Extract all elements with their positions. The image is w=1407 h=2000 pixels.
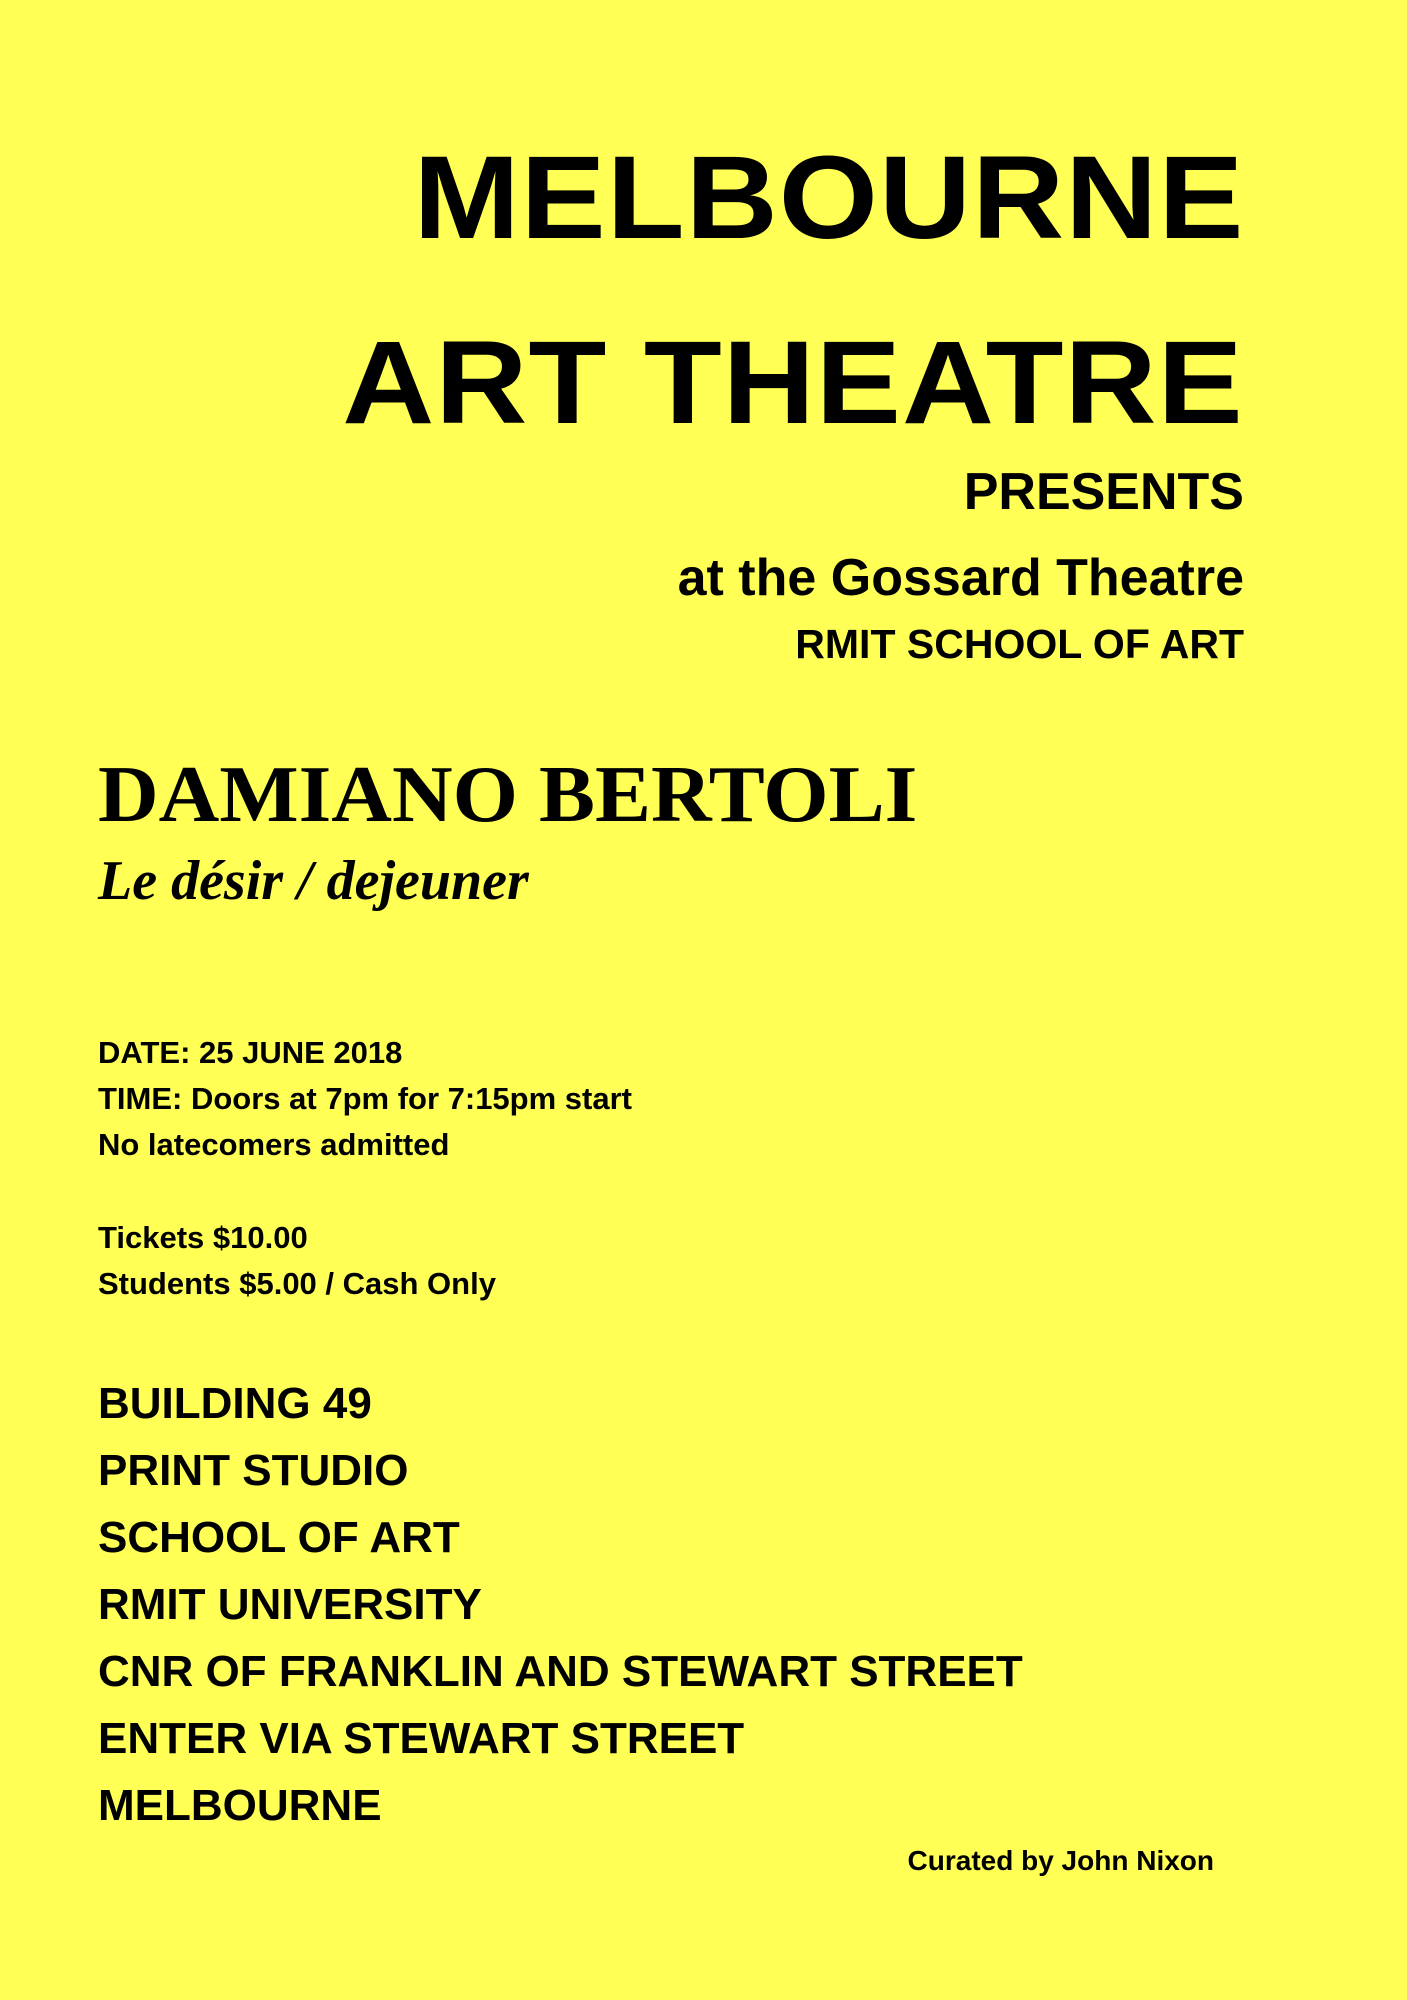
address-line: CNR OF FRANKLIN AND STEWART STREET xyxy=(98,1647,1023,1696)
work-title: Le désir / dejeuner xyxy=(98,850,529,912)
address-line: SCHOOL OF ART xyxy=(98,1513,460,1562)
venue-line: at the Gossard Theatre xyxy=(677,549,1244,607)
curator-credit: Curated by John Nixon xyxy=(907,1845,1214,1876)
event-details xyxy=(98,1030,632,1168)
school-line: RMIT SCHOOL OF ART xyxy=(795,621,1244,667)
address-line: ENTER VIA STEWART STREET xyxy=(98,1714,745,1763)
artist-name: DAMIANO BERTOLI xyxy=(98,751,918,839)
address-line: BUILDING 49 xyxy=(98,1379,372,1428)
address-line: MELBOURNE xyxy=(98,1781,382,1830)
ticket-info xyxy=(98,1215,496,1307)
address-line: RMIT UNIVERSITY xyxy=(98,1580,482,1629)
title-line-1: MELBOURNE xyxy=(413,132,1244,264)
ticket-price: Tickets $10.00 xyxy=(98,1220,308,1255)
latecomers-note: No latecomers admitted xyxy=(98,1127,450,1162)
address-line: PRINT STUDIO xyxy=(98,1446,409,1495)
event-time: TIME: Doors at 7pm for 7:15pm start xyxy=(98,1081,632,1116)
presents-label: PRESENTS xyxy=(963,463,1244,521)
address-block xyxy=(98,1370,1023,1839)
event-date: DATE: 25 JUNE 2018 xyxy=(98,1035,403,1070)
student-price: Students $5.00 / Cash Only xyxy=(98,1266,496,1301)
title-line-2: ART THEATRE xyxy=(342,317,1244,449)
